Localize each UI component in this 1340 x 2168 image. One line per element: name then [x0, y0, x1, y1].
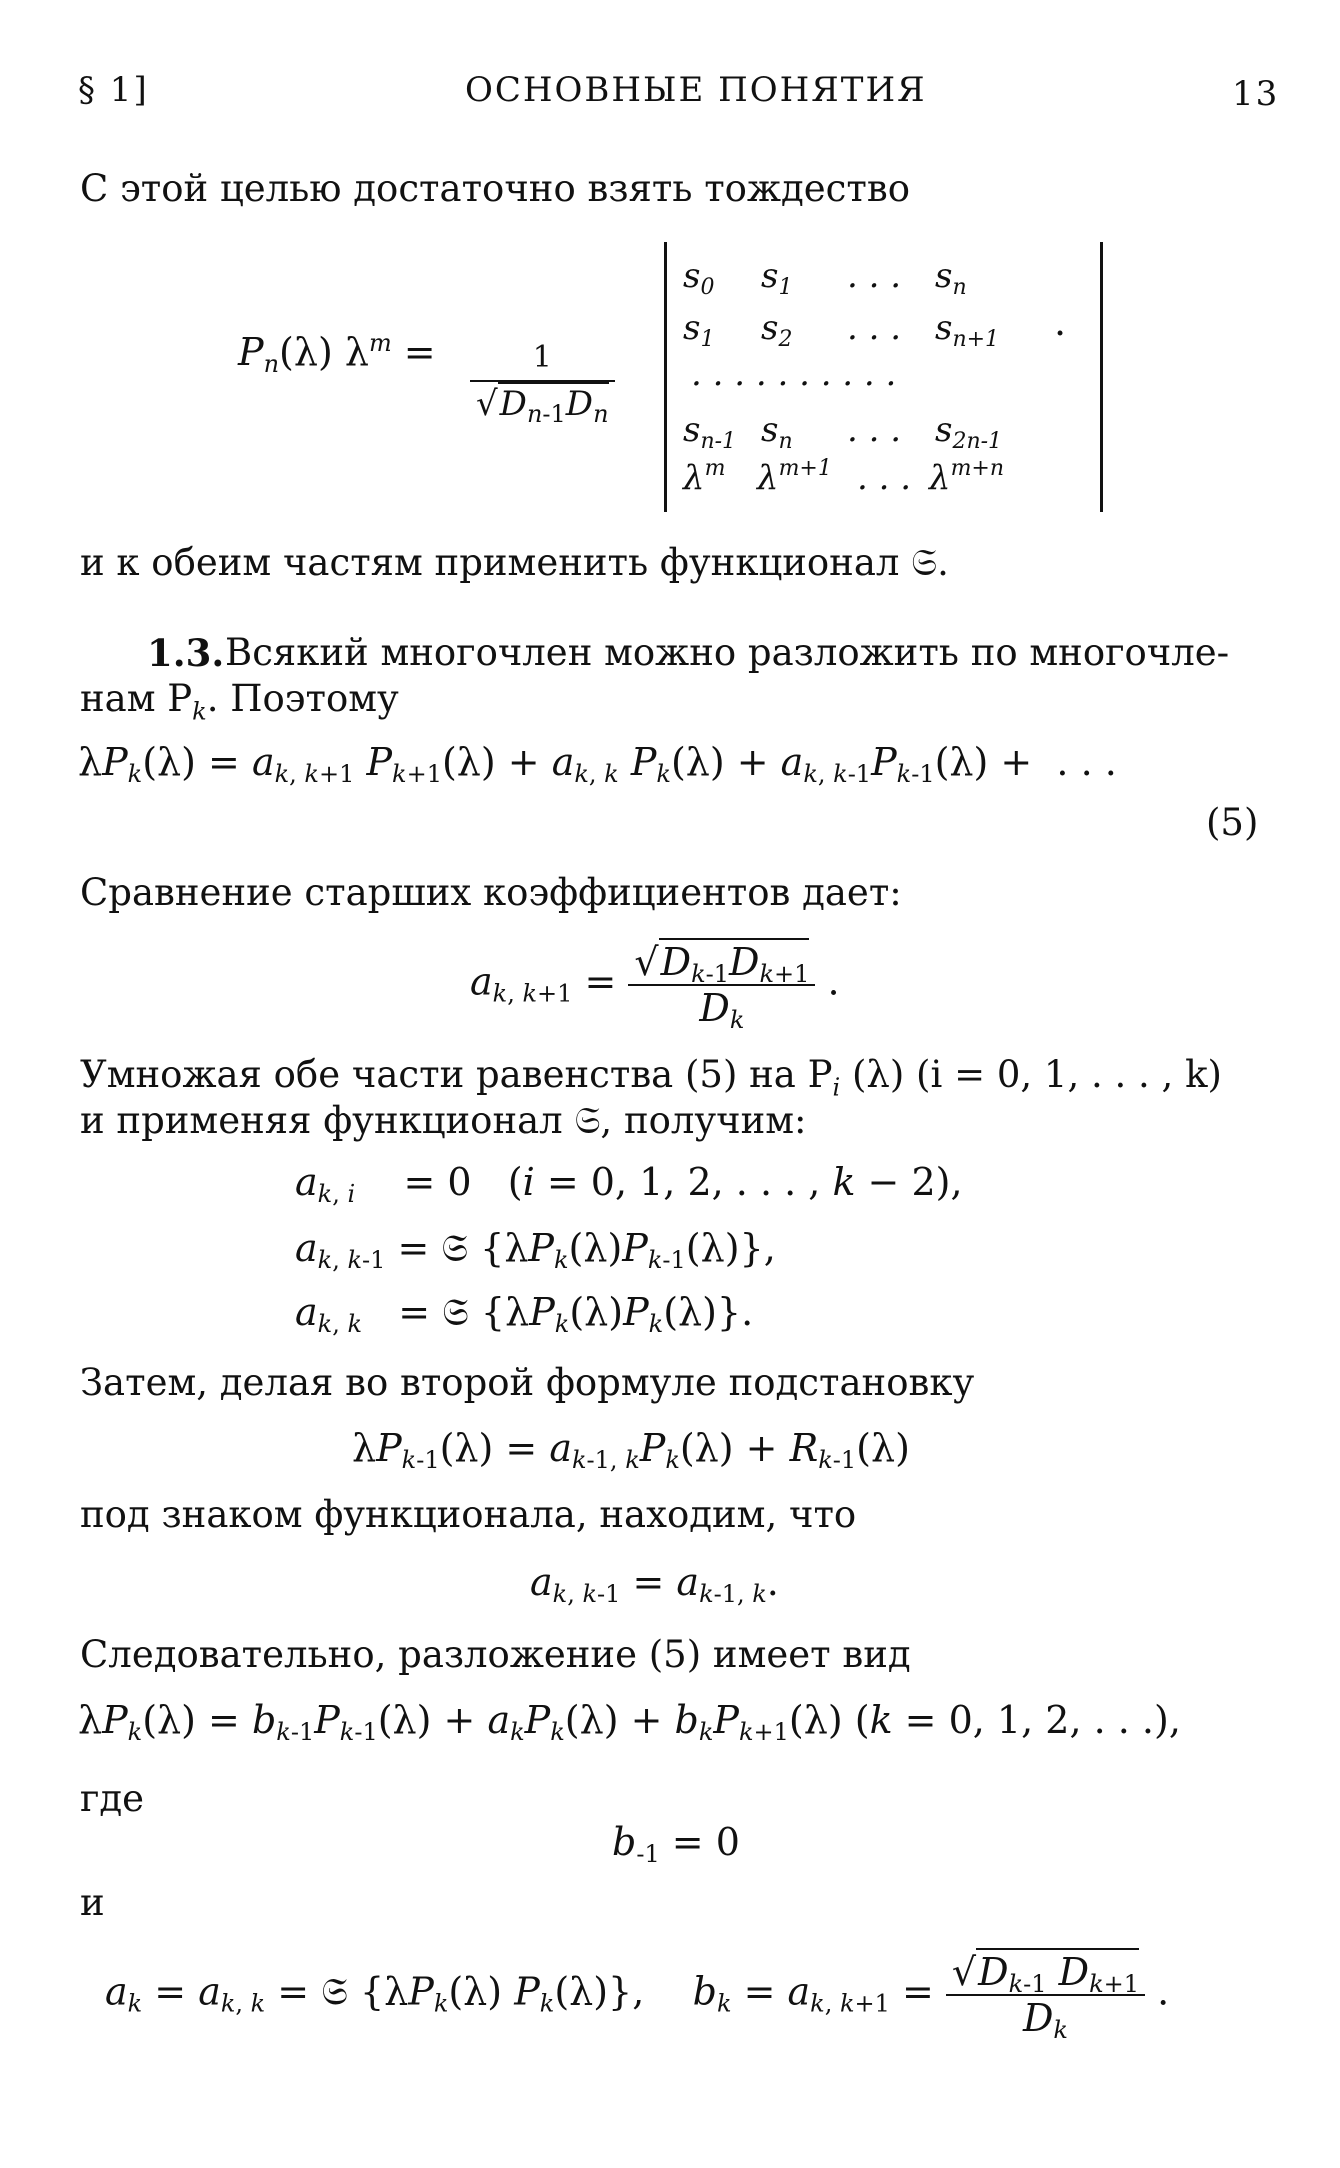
paragraph-apply: и к обеим частям применить функционал 𝔖.: [80, 541, 949, 584]
equation-5: $\lambda P_k(\lambda) = a_{k, k+1}$ $P_{k+1}(\lambda) + a_{k, k}$ $P_k(\lambda) + a_{k, k-1}P_{k-1}(\lambda)$ + . . .: [78, 740, 1117, 788]
section-1-3-label: 1.3.: [147, 631, 225, 675]
equation-5-label: (5): [1206, 801, 1259, 844]
multiply-line1-start: Умножая обе части равенства (5) на P: [80, 1053, 833, 1096]
equation-final-coefficients: $a_k = a_{k, k}$ = 𝔖 {$\lambda P_k(\lambda)$ $P_k(\lambda)$}, $b_k = a_{k, k+1}$ = $\frac{√D_{k-1} D_{k+1}}{D_k}$ .: [105, 1950, 1170, 2044]
equation-leading-coeff: $a_{k, k+1}$ = $\frac{√D_{k-1}D_{k+1}}{D_k}$ .: [470, 940, 840, 1034]
equation-b-minus-one: $b_{-1} = 0$: [612, 1820, 740, 1868]
equation-determinant-fraction: $\frac{1}{√D_{n-1}D_n}$: [470, 336, 615, 426]
equation-coeff-zero: $a_{k, i}$ = 0 (i = 0, 1, 2, . . . , k − 2),: [295, 1160, 963, 1208]
equation-recurrence: $\lambda P_k(\lambda) = b_{k-1}P_{k-1}(\lambda) + a_kP_k(\lambda) + b_kP_{k+1}(\lambda) (k = 0$, 1, 2, . . .),: [78, 1698, 1181, 1746]
paragraph-under: под знаком функционала, находим, что: [80, 1493, 857, 1536]
equation-symmetry: $a_{k, k-1} = a_{k-1, k}$.: [530, 1560, 779, 1608]
header-page-number: 13: [1232, 74, 1280, 114]
section-1-3-line2: [80, 676, 399, 734]
equation-determinant-lhs: $P_n(\lambda) \lambda^m$ =: [238, 329, 436, 378]
equation-coeff-k-1: $a_{k, k-1}$ = 𝔖 $\{\lambda P_k(\lambda)P_{k-1}(\lambda)\}$,: [295, 1226, 776, 1274]
equation-substitution: $\lambda P_{k-1}(\lambda) = a_{k-1, k}P_k(\lambda) + R_{k-1}(\lambda)$: [352, 1426, 910, 1474]
paragraph-multiply-line2: и применяя функционал 𝔖, получим:: [80, 1099, 807, 1142]
equation-determinant-period: .: [1054, 300, 1067, 344]
determinant-matrix: $s_0$ $s_1$ . . . $s_n$ $s_1$ $s_2$ . . . $s_{n+1}$ . . . . . . . . . . $s_{n-1}$ $s_n$ . . . $s_{2n-1}$ $\lambda^m$ $\lambda^{m+1}$ . . . $\lambda^{m+n}$: [664, 242, 1103, 512]
paragraph-therefore: Следовательно, разложение (5) имеет вид: [80, 1633, 911, 1676]
equation-coeff-k: $a_{k, k}$ = 𝔖 $\{\lambda P_k(\lambda)P_k(\lambda)\}$.: [295, 1290, 754, 1338]
paragraph-intro: С этой целью достаточно взять тождество: [80, 167, 910, 210]
paragraph-compare: Сравнение старших коэффициентов дает:: [80, 871, 902, 914]
section-1-3-line2-end: . Поэтому: [206, 677, 399, 720]
section-1-3-line2-sub: k: [192, 697, 207, 726]
paragraph-and: и: [80, 1881, 105, 1924]
section-1-3-line2-start: нам P: [80, 677, 193, 720]
header-title: ОСНОВНЫЕ ПОНЯТИЯ: [465, 70, 927, 110]
header-section: § 1]: [78, 70, 149, 110]
multiply-line1-sub: i: [832, 1073, 841, 1102]
multiply-line1-end: (λ) (i = 0, 1, . . . , k): [840, 1053, 1222, 1096]
paragraph-where: где: [80, 1777, 145, 1820]
paragraph-then: Затем, делая во второй формуле подстановку: [80, 1361, 975, 1404]
section-1-3-line1: Всякий многочлен можно разложить по многочле-: [225, 631, 1230, 674]
